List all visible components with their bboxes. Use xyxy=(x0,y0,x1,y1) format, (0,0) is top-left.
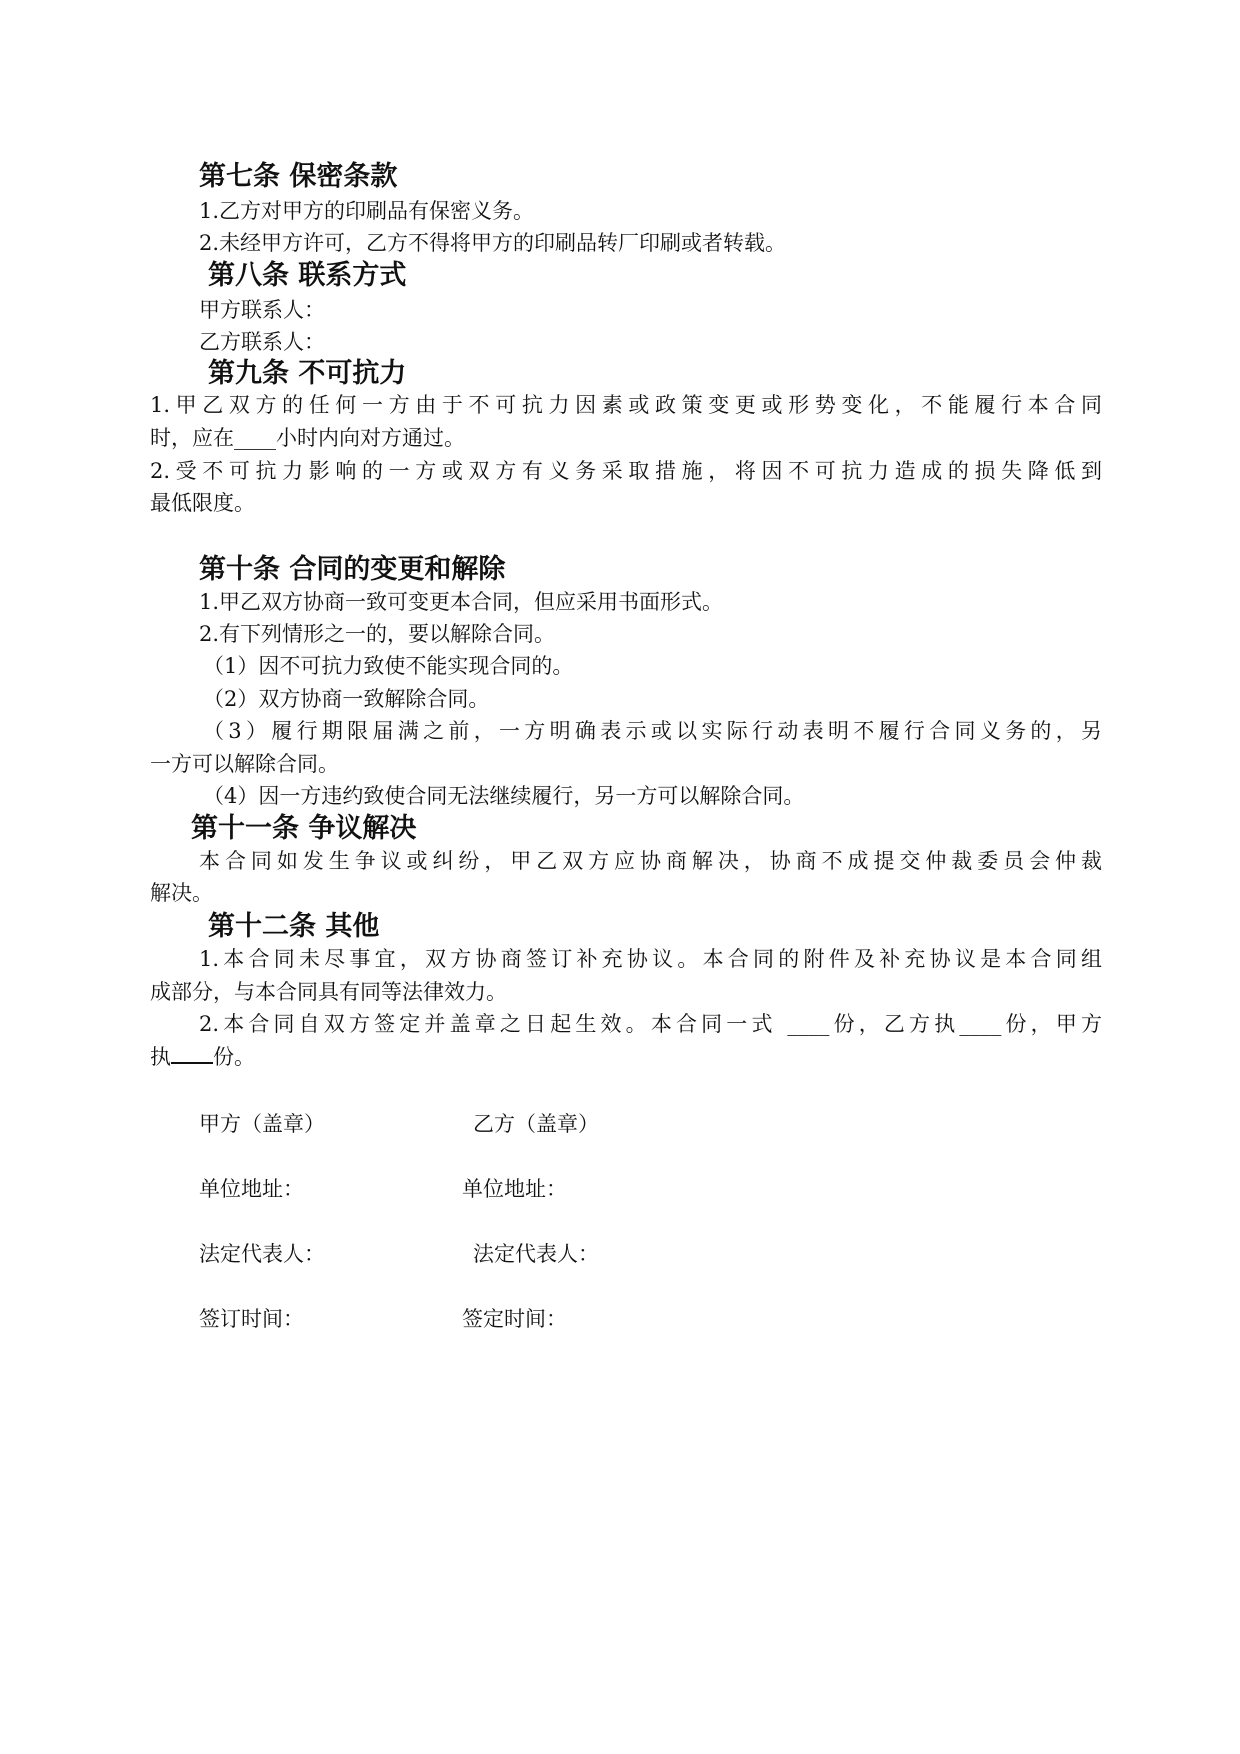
article-10-item-3-line-1: （3）履行期限届满之前，一方明确表示或以实际行动表明不履行合同义务的，另 xyxy=(203,719,1102,743)
article-11-text-line-1: 本合同如发生争议或纠纷，甲乙双方应协商解决，协商不成提交仲裁委员会仲裁 xyxy=(199,849,1102,873)
article-12-clause-1-line-2: 成部分，与本合同具有同等法律效力。 xyxy=(150,980,507,1004)
party-b-address: 单位地址： xyxy=(462,1177,567,1201)
article-7-clause-1: 1.乙方对甲方的印刷品有保密义务。 xyxy=(199,199,535,223)
article-11-text-line-2: 解决。 xyxy=(150,881,213,905)
article-12-clause-2-prefix: 执 xyxy=(150,1045,171,1069)
party-b-sign-date: 签定时间： xyxy=(462,1307,567,1331)
article-9-clause-1-line-2: 时，应在____小时内向对方通过。 xyxy=(150,426,465,450)
article-8-heading: 第八条 联系方式 xyxy=(208,260,407,291)
article-10-item-1: （1）因不可抗力致使不能实现合同的。 xyxy=(203,654,574,678)
party-b-seal: 乙方（盖章） xyxy=(473,1112,599,1136)
article-12-clause-1-line-1: 1.本合同未尽事宜，双方协商签订补充协议。本合同的附件及补充协议是本合同组 xyxy=(199,947,1102,971)
article-10-item-4: （4）因一方违约致使合同无法继续履行，另一方可以解除合同。 xyxy=(203,784,805,808)
article-10-clause-2: 2.有下列情形之一的，要以解除合同。 xyxy=(199,622,556,646)
party-b-contact: 乙方联系人： xyxy=(199,330,325,354)
article-12-heading: 第十二条 其他 xyxy=(208,911,380,942)
article-12-clause-2-suffix: 份。 xyxy=(213,1045,255,1069)
article-10-heading: 第十条 合同的变更和解除 xyxy=(199,554,506,585)
article-7-clause-2: 2.未经甲方许可，乙方不得将甲方的印刷品转厂印刷或者转载。 xyxy=(199,231,787,255)
article-12-clause-2-line-2 xyxy=(150,1042,255,1072)
party-a-seal: 甲方（盖章） xyxy=(199,1112,325,1136)
article-12-clause-2-line-1: 2.本合同自双方签定并盖章之日起生效。本合同一式 ____份，乙方执____份，甲方 xyxy=(199,1012,1102,1036)
party-a-legal-rep: 法定代表人： xyxy=(199,1242,325,1266)
party-b-legal-rep: 法定代表人： xyxy=(473,1242,599,1266)
article-9-heading: 第九条 不可抗力 xyxy=(208,358,407,389)
article-9-clause-2-line-1: 2.受不可抗力影响的一方或双方有义务采取措施，将因不可抗力造成的损失降低到 xyxy=(150,459,1102,483)
article-9-clause-2-line-2: 最低限度。 xyxy=(150,491,255,515)
party-a-address: 单位地址： xyxy=(199,1177,304,1201)
article-10-clause-1: 1.甲乙双方协商一致可变更本合同，但应采用书面形式。 xyxy=(199,590,724,614)
article-9-clause-1-line-1: 1.甲乙双方的任何一方由于不可抗力因素或政策变更或形势变化，不能履行本合同 xyxy=(150,393,1102,417)
article-7-heading: 第七条 保密条款 xyxy=(199,161,398,192)
party-a-sign-date: 签订时间： xyxy=(199,1307,304,1331)
article-10-item-2: （2）双方协商一致解除合同。 xyxy=(203,687,490,711)
party-a-contact: 甲方联系人： xyxy=(199,298,325,322)
article-10-item-3-line-2: 一方可以解除合同。 xyxy=(150,752,339,776)
copies-blank xyxy=(171,1042,213,1064)
article-11-heading: 第十一条 争议解决 xyxy=(191,813,417,844)
